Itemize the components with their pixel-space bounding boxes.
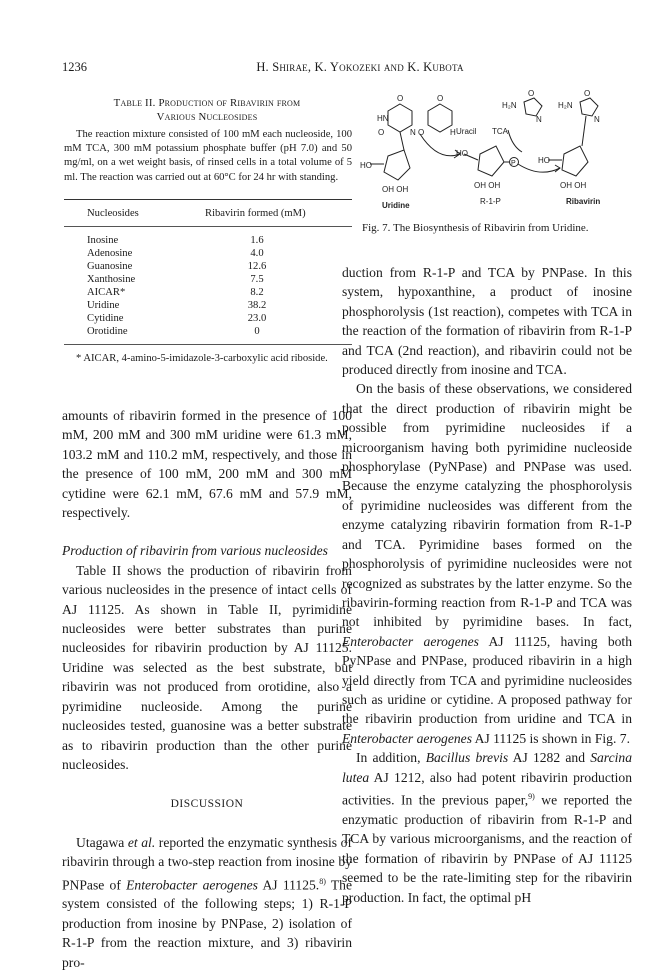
ribavirin-o: O (584, 89, 591, 98)
p3-ref: 8) (319, 876, 326, 886)
uridine-ho: HO (360, 161, 372, 170)
uridine-o: O (378, 128, 385, 137)
row-value: 1.6 (250, 235, 264, 246)
row-nucleoside: Xanthosine (87, 274, 136, 285)
row-nucleoside: Cytidine (87, 313, 124, 324)
row-value: 8.2 (250, 287, 264, 298)
table-row (87, 313, 337, 326)
rp2-species2: Enterobacter aerogenes (342, 730, 472, 746)
table-row (87, 326, 337, 339)
row-nucleoside: Inosine (87, 235, 119, 246)
rp3-c: AJ 1212, also had potent ribavirin production activities. In the previous paper, (342, 769, 632, 808)
row-value: 0 (254, 326, 260, 337)
p3-etal: et al. (127, 834, 156, 850)
table-bottom-rule (64, 344, 352, 345)
tca-o: O (528, 89, 535, 98)
table-row (87, 287, 337, 300)
table-top-rule (64, 199, 352, 200)
uridine-hn: HN (377, 114, 389, 123)
discussion-heading: DISCUSSION (170, 798, 244, 811)
rp3-species2: Sarcina lutea (342, 750, 632, 785)
uracil-keto-o: O (437, 94, 444, 103)
r1p-oh-oh: OH OH (474, 181, 501, 190)
uracil-label: Uracil (456, 127, 477, 136)
biosynthesis-scheme (360, 88, 620, 216)
table-title-line1: Table II. Production of Ribavirin from (113, 97, 301, 109)
rp2-b: AJ 11125, having both PyNPase and PNPase, produced ribavirin in a high yield directly from TCA and pyrimidine nucleosides such as uridine or cytidine. A proposed pathway for the ribavirin production from uridine and TCA in (342, 633, 632, 727)
left-para-3 (62, 833, 352, 972)
table-caption: The reaction mixture consisted of 100 mM each nucleoside, 100 mM TCA, 300 mM potassium phosphate buffer (pH 7.0) and 50 mg/ml, on a wet weight basis, of rinsed cells in a total volume of 5 ml. The reaction was carried out at 60°C for 24 hr with standing. (64, 129, 352, 183)
uracil-h: H (450, 128, 456, 137)
p3-d: The system consisted of the following steps; 1) R-1-P production from inosine by PNPase, 2) isolation of R-1-P from the reaction mixture, and 3) ribavirin pro- (62, 877, 353, 970)
r1p-ho: HO (456, 149, 468, 158)
row-nucleoside: Orotidine (87, 326, 128, 337)
rp3-b: AJ 1282 and (508, 750, 591, 766)
section-heading-text: Production of ribavirin from various nucleosides (62, 543, 328, 559)
table-row (87, 274, 337, 287)
tca-n: N (536, 115, 542, 124)
running-head-authors: H. Shirae, K. Yokozeki and K. Kubota (256, 60, 464, 74)
row-nucleoside: AICAR* (87, 287, 126, 298)
page-number: 1236 (62, 60, 87, 74)
tca-h2n: H₂N (502, 101, 517, 110)
left-para-2: Table II shows the production of ribavirin from various nucleosides in the presence of intact cells of AJ 11125. As shown in Table II, pyrimidine nucleosides were better substrates than purine nucleosides for ribavirin production by AJ 11125. Uridine was selected as the best substrate, but ribavirin was not produced from orotidine, also a pyrimidine nucleoside. Among the purine nucleosides tested, guanosine was a better substrate as to ribavirin production than the other purine nucleosides. (62, 562, 352, 772)
right-para-2 (342, 379, 632, 748)
ribavirin-oh-oh: OH OH (560, 181, 587, 190)
table-row (87, 248, 337, 261)
ribavirin-h2n: H₂N (558, 101, 573, 110)
tca-label: TCA (492, 127, 508, 136)
rp2-a: On the basis of these observations, we considered that the direct production of ribavirin might be possible from pyrimidine nucleosides if a microorganism having both pyrimidine nucleoside phosphorylase (PyNPase) and PNPase was used. Because the enzyme catalyzing the phosphorolysis of pyrimidine nucleosides was different from the enzyme catalyzing ribavirin formation from R-1-P and TCA. Pyrimidine bases formed on the phosphorolysis of pyrimidine nucleosides were not recognized as substrates by the latter enzyme. So the ribavirin-forming reaction from R-1-P and TCA was not inhibited by pyrimidine bases. In fact, (342, 381, 632, 630)
right-para-3 (342, 748, 632, 907)
row-value: 38.2 (247, 300, 267, 311)
table-row (87, 261, 337, 274)
right-para-1: duction from R-1-P and TCA by PNPase. In this system, hypoxanthine, a product of inosine phosphorolysis (1st reaction), competes with TCA in the reaction of the formation of ribavirin from R-1-P and TCA (2nd reaction), and ribavirin could not be produced directly from inosine and TCA. (342, 265, 632, 378)
row-value: 23.0 (247, 313, 267, 324)
rp2-species1: Enterobacter aerogenes (342, 633, 479, 649)
rp3-species1: Bacillus brevis (425, 750, 509, 766)
uridine-n: N (410, 128, 416, 137)
table-col-header-nucleosides: Nucleosides (87, 208, 139, 219)
left-column (62, 406, 352, 972)
row-nucleoside: Guanosine (87, 261, 133, 272)
rp3-a: In addition, (356, 750, 426, 766)
figure-caption: Fig. 7. The Biosynthesis of Ribavirin from Uridine. (362, 222, 589, 234)
uracil-o: O (418, 128, 425, 137)
ribavirin-label: Ribavirin (566, 197, 601, 206)
p3-c: AJ 11125. (257, 877, 320, 893)
table-header-rule (64, 226, 352, 227)
phosphate-label: P (511, 160, 516, 167)
uridine-keto-o: O (397, 94, 404, 103)
section-heading (62, 541, 352, 560)
row-value: 4.0 (250, 248, 264, 259)
ribavirin-ho: HO (538, 156, 550, 165)
row-value: 12.6 (247, 261, 267, 272)
row-nucleoside: Adenosine (87, 248, 133, 259)
row-nucleoside: Uridine (87, 300, 120, 311)
table-title-line2: Various Nucleosides (156, 111, 258, 123)
left-para-1: amounts of ribavirin formed in the presence of 100 mM, 200 mM and 300 mM uridine were 61.3 mM, 103.2 mM and 110.2 mM, respectively, and those in the presence of 100 mM, 200 mM and 300 mM cytidine were 62.1 mM, 67.6 mM and 57.9 mM, respectively. (62, 408, 352, 521)
right-column (342, 263, 632, 907)
p3-b: reported the enzymatic synthesis of ribavirin through a two-step reaction from inosine by PNPase of (62, 834, 352, 893)
rp2-c: AJ 11125 is shown in Fig. 7. (471, 730, 630, 746)
uridine-oh-oh: OH OH (382, 185, 409, 194)
table-row (87, 235, 337, 248)
r1p-label: R-1-P (480, 197, 501, 206)
table-col-header-ribavirin: Ribavirin formed (mM) (205, 208, 306, 219)
table-footnote: * AICAR, 4-amino-5-imidazole-3-carboxylic acid riboside. (76, 353, 328, 364)
table-row (87, 300, 337, 313)
rp3-ref: 9) (528, 791, 535, 801)
p3-species: Enterobacter aerogenes (126, 877, 258, 893)
ribavirin-n: N (594, 115, 600, 124)
p3-a: Utagawa (76, 834, 128, 850)
rp3-d: we reported the enzymatic production of ribavirin from R-1-P and TCA by various microorganisms, and the reaction of the formation of ribavirin by PNPase of AJ 11125 seemed to be the rate-limiting step for the ribavirin production. In fact, the optimal pH (342, 792, 632, 905)
uridine-label: Uridine (382, 201, 410, 210)
row-value: 7.5 (250, 274, 264, 285)
